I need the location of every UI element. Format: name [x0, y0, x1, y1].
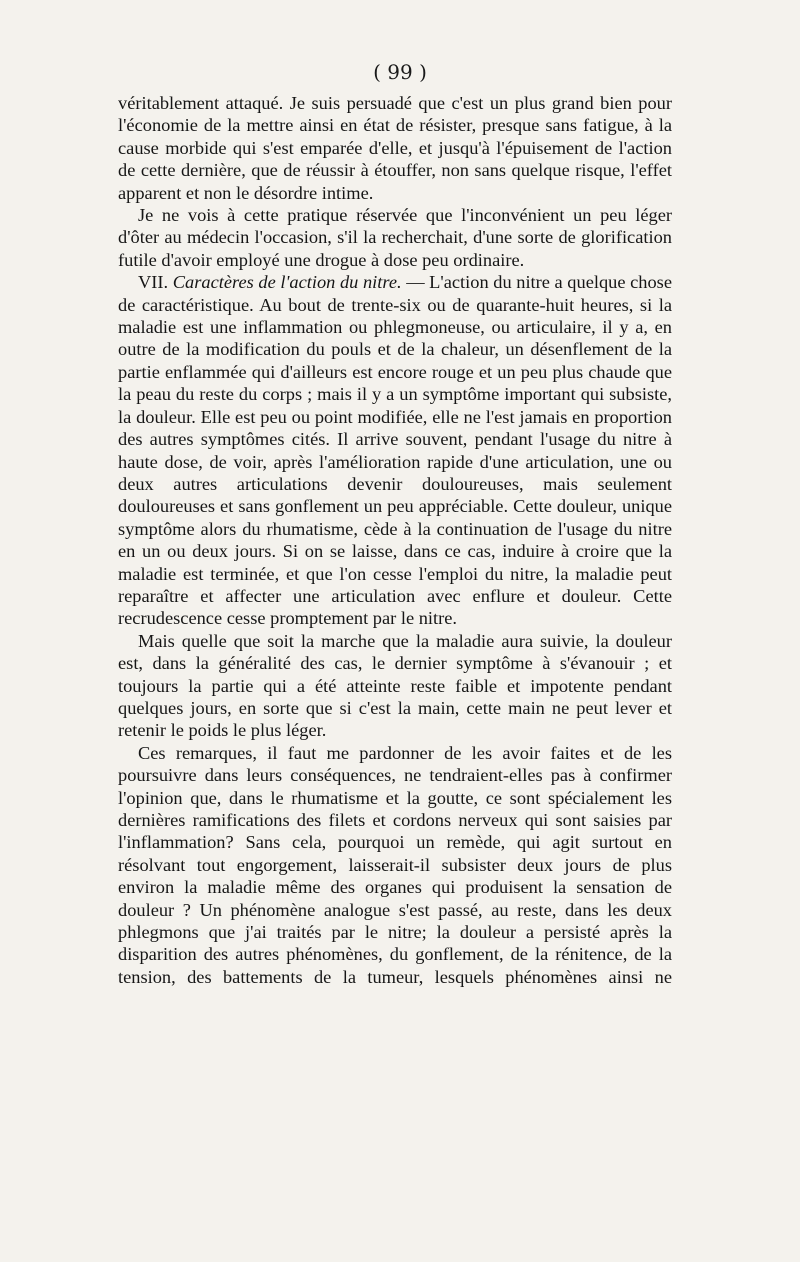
body-text [118, 92, 672, 988]
section-text: — L'action du nitre a quelque chose de caractéristique. Au bout de trente-six ou de quarante-huit heures, si la maladie est une inflammation ou phlegmoneuse, ou articulaire, il y a, en outre de la modification du pouls et de la chaleur, un désenflement de la partie enflammée qui d'ailleurs est encore rouge et un peu plus chaude que la peau du reste du corps ; mais il y a un symptôme important qui subsiste, la douleur. Elle est peu ou point modifiée, elle ne l'est jamais en proportion des autres symptômes cités. Il arrive souvent, pendant l'usage du nitre à haute dose, de voir, après l'amélioration rapide d'une articulation, une ou deux autres articulations devenir douloureuses, mais seulement douloureuses et sans gonflement un peu appréciable. Cette douleur, unique symptôme alors du rhumatisme, cède à la continuation de l'usage du nitre en un ou deux jours. Si on se laisse, dans ce cas, induire à croire que la maladie est terminée, et que l'on cesse l'emploi du nitre, la maladie peut reparaître et affecter une articulation avec enflure et douleur. Cette recrudescence cesse promptement par le nitre. [118, 272, 672, 629]
section-number: VII. [138, 272, 169, 293]
paragraph-5: Ces remarques, il faut me pardonner de les avoir faites et de les poursuivre dans leurs conséquences, ne tendraient-elles pas à confirmer l'opinion que, dans le rhumatisme et la goutte, ce sont spécialement les dernières ramifications des filets et cordons nerveux qui sont saisies par l'inflammation? Sans cela, pourquoi un remède, qui agit surtout en résolvant tout engorgement, laisserait-il subsister deux jours de plus environ la maladie même des organes qui produisent la sensation de douleur ? Un phénomène analogue s'est passé, au reste, dans les deux phlegmons que j'ai traités par le nitre; la douleur a persisté après la disparition des autres phénomènes, du gonflement, de la rénitence, de la tension, des battements de la tumeur, lesquels phénomènes ainsi ne [118, 742, 672, 987]
paragraph-2: Je ne vois à cette pratique réservée que l'inconvénient un peu léger d'ôter au médecin l'occasion, s'il la recherchait, d'une sorte de glorification futile d'avoir employé une drogue à dose peu ordinaire. [118, 205, 672, 270]
page-number: ( 99 ) [373, 60, 427, 84]
section-title: Caractères de l'action du nitre. [172, 272, 402, 293]
paragraph-4: Mais quelle que soit la marche que la maladie aura suivie, la douleur est, dans la généralité des cas, le dernier symptôme à s'évanouir ; et toujours la partie qui a été atteinte reste faible et impotente pendant quelques jours, en sorte que si c'est la main, cette main ne peut lever et retenir le poids le plus léger. [118, 630, 672, 741]
paragraph-3-section-vii [118, 271, 672, 630]
paragraph-1: véritablement attaqué. Je suis persuadé que c'est un plus grand bien pour l'économie de la mettre ainsi en état de résister, presque sans fatigue, à la cause morbide qui s'est emparée d'elle, et jusqu'à l'épuisement de l'action de cette dernière, que de réussir à étouffer, non sans quelque risque, l'effet apparent et non le désordre intime. [118, 93, 672, 203]
